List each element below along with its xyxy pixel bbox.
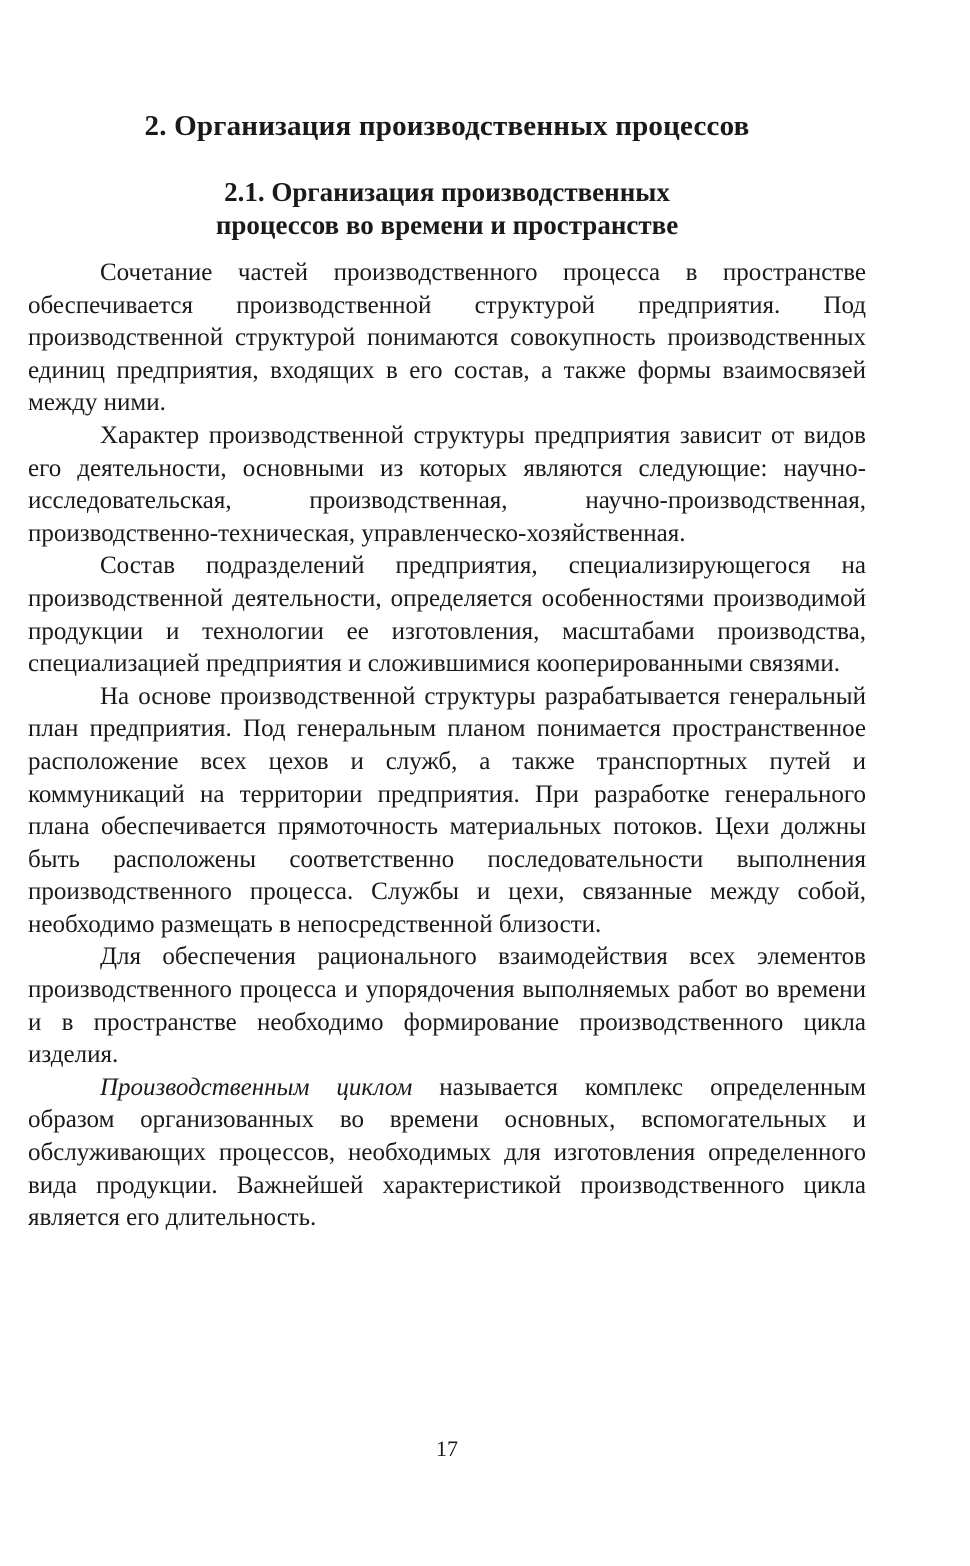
paragraph: На основе производственной структуры разрабатывается генеральный план предприятия. Под генеральным планом понимается пространственное расположение всех цехов и служб, а также транспортных путей и коммуникаций на территории предприятия. При разработке генерального плана обеспечивается прямоточность материальных потоков. Цехи должны быть расположены соответственно последовательности выполнения производственного процесса. Службы и цехи, связанные между собой, необходимо размещать в непосредственной близости. — [28, 682, 866, 938]
paragraph: Характер производственной структуры предприятия зависит от видов его деятельности, основными из которых являются следующие: научно-исследовательская, производственная, научно-производственная, производственно-техническая, управленческо-хозяйственная. — [28, 421, 866, 547]
section-title-line-2: процессов во времени и пространстве — [215, 210, 679, 240]
defined-term: Производственным циклом — [100, 1073, 413, 1101]
body-text — [28, 257, 866, 1235]
paragraph: Состав подразделений предприятия, специализирующегося на производственной деятельности, определяется особенностями производимой продукции и технологии ее изготовления, масштабами производства, специализацией предприятия и сложившимися кооперированными связями. — [28, 552, 866, 678]
paragraph: Для обеспечения рационального взаимодействия всех элементов производственного процесса и упорядочения выполняемых работ во времени и в пространстве необходимо формирование производственного цикла изделия. — [28, 943, 866, 1069]
section-title — [28, 176, 866, 242]
definition-text: называется комплекс определенным образом организованных во времени основных, вспомогательных и обслуживающих процессов, необходимых для изготовления определенного вида продукции. Важнейшей характеристикой производственного цикла является его длительность. — [28, 1073, 866, 1232]
chapter-title: 2. Организация производственных процессов — [144, 110, 750, 142]
section-title-line-1: 2.1. Организация производственных — [224, 177, 670, 207]
page-number: 17 — [436, 1436, 458, 1461]
paragraph-definition — [28, 1072, 866, 1235]
paragraph: Сочетание частей производственного процесса в пространстве обеспечивается производственной структурой предприятия. Под производственной структурой понимаются совокупность производственных единиц предприятия, входящих в его состав, а также формы взаимосвязей между ними. — [28, 259, 866, 417]
